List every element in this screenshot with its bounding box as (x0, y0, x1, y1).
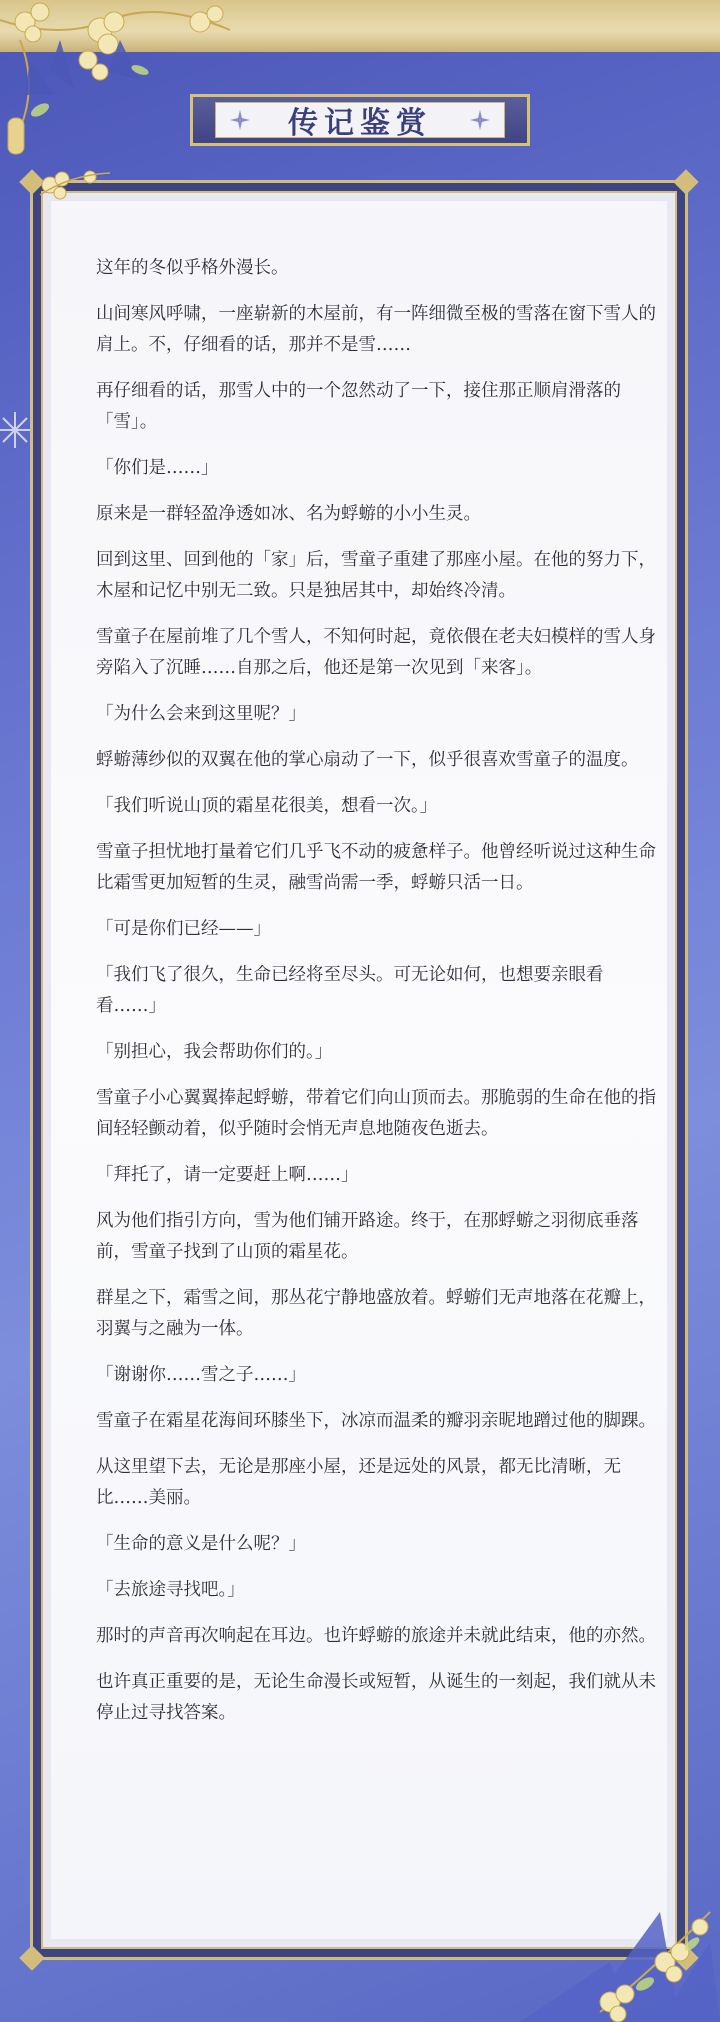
story-paragraph: 「生命的意义是什么呢？」 (96, 1534, 306, 1554)
text-frame (30, 180, 688, 1960)
flower-decoration-frame-top-left (30, 165, 120, 225)
story-paragraph: 「可是你们已经——」 (96, 919, 271, 939)
story-paragraph: 「拜托了，请一定要赶上啊……」 (96, 1165, 359, 1185)
story-paragraph: 雪童子在霜星花海间环膝坐下，冰凉而温柔的瓣羽亲昵地蹭过他的脚踝。 (96, 1411, 656, 1431)
story-text (96, 253, 656, 1744)
story-paragraph: 那时的声音再次响起在耳边。也许蜉蝣的旅途并未就此结束，他的亦然。 (96, 1626, 656, 1646)
star-icon (230, 110, 250, 130)
story-paragraph: 群星之下，霜雪之间，那丛花宁静地盛放着。蜉蝣们无声地落在花瓣上，羽翼与之融为一体。 (96, 1288, 656, 1339)
story-paragraph: 也许真正重要的是，无论生命漫长或短暂，从诞生的一刻起，我们就从未停止过寻找答案。 (96, 1672, 656, 1723)
story-paragraph: 雪童子担忧地打量着它们几乎飞不动的疲惫样子。他曾经听说过这种生命比霜雪更加短暂的生灵，融雪尚需一季，蜉蝣只活一日。 (96, 842, 656, 893)
story-paragraph: 回到这里、回到他的「家」后，雪童子重建了那座小屋。在他的努力下，木屋和记忆中别无二致。只是独居其中，却始终冷清。 (96, 550, 656, 601)
story-paragraph: 「去旅途寻找吧。」 (96, 1580, 245, 1600)
paper-panel (51, 201, 667, 1939)
story-paragraph: 「我们飞了很久，生命已经将至尽头。可无论如何，也想要亲眼看看……」 (96, 965, 604, 1016)
snowflake-decoration-left (0, 410, 30, 450)
story-paragraph: 「为什么会来到这里呢？」 (96, 704, 306, 724)
frame-inner-border (41, 191, 677, 1949)
title-inner-panel (215, 102, 505, 141)
story-paragraph: 这年的冬似乎格外漫长。 (96, 258, 289, 278)
story-paragraph: 「我们听说山顶的霜星花很美，想看一次。」 (96, 796, 438, 816)
story-paragraph: 「别担心，我会帮助你们的。」 (96, 1042, 333, 1062)
frame-corner-ornament (19, 1945, 44, 1970)
story-paragraph: 雪童子小心翼翼捧起蜉蝣，带着它们向山顶而去。那脆弱的生命在他的指间轻轻颤动着，似乎随时会悄无声息地随夜色逝去。 (96, 1088, 656, 1139)
story-paragraph: 再仔细看的话，那雪人中的一个忽然动了一下，接住那正顺肩滑落的「雪」。 (96, 381, 621, 432)
story-paragraph: 「谢谢你……雪之子……」 (96, 1365, 306, 1385)
story-paragraph: 风为他们指引方向，雪为他们铺开路途。终于，在那蜉蝣之羽彻底垂落前，雪童子找到了山顶的霜星花。 (96, 1211, 639, 1262)
frame-corner-ornament (673, 169, 698, 194)
story-paragraph: 从这里望下去，无论是那座小屋，还是远处的风景，都无比清晰，无比……美丽。 (96, 1457, 621, 1508)
star-icon (470, 110, 490, 130)
story-paragraph: 蜉蝣薄纱似的双翼在他的掌心扇动了一下，似乎很喜欢雪童子的温度。 (96, 750, 639, 770)
story-paragraph: 山间寒风呼啸，一座崭新的木屋前，有一阵细微至极的雪落在窗下雪人的肩上。不，仔细看的话，那并不是雪…… (96, 304, 656, 355)
title-plaque (190, 94, 530, 146)
story-paragraph: 雪童子在屋前堆了几个雪人，不知何时起，竟依偎在老夫妇模样的雪人身旁陷入了沉睡……自那之后，他还是第一次见到「来客」。 (96, 627, 656, 678)
page-title: 传记鉴赏 (288, 106, 432, 141)
flower-decoration-bottom-right (460, 1852, 720, 2022)
story-paragraph: 「你们是……」 (96, 458, 219, 478)
story-paragraph: 原来是一群轻盈净透如冰、名为蜉蝣的小小生灵。 (96, 504, 481, 524)
